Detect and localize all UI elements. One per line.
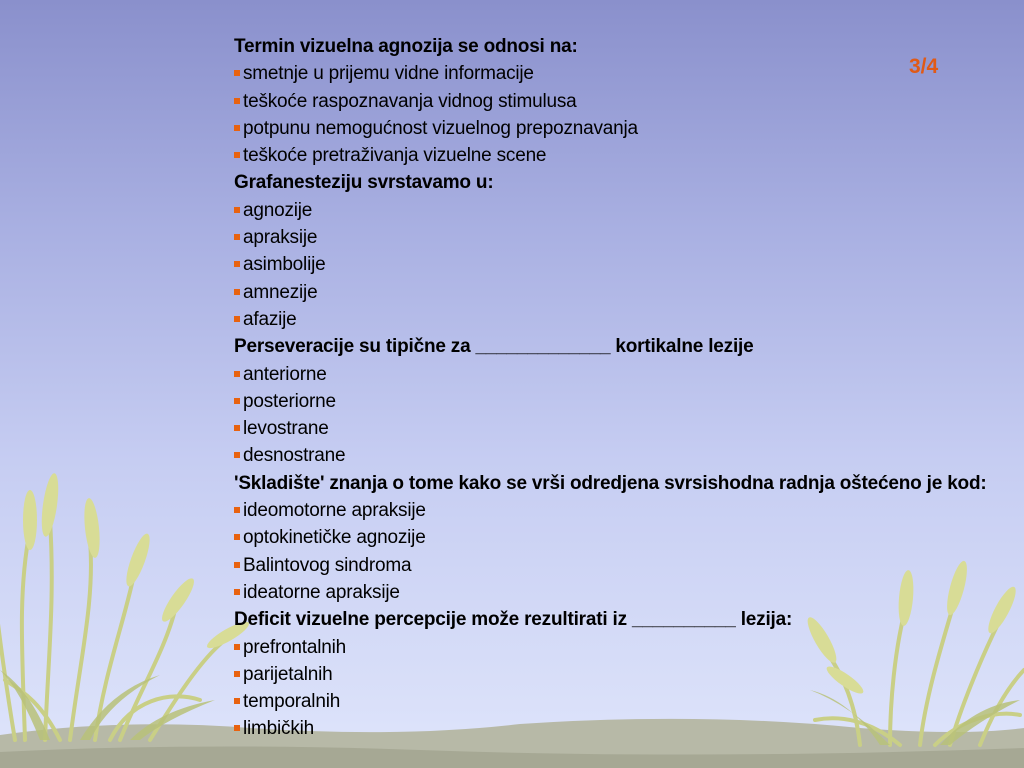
answer-option[interactable] [234, 142, 1014, 169]
answer-option[interactable] [234, 442, 1014, 469]
bullet-icon [234, 289, 240, 295]
answer-option[interactable] [234, 115, 1014, 142]
bullet-icon [234, 644, 240, 650]
question-2: Grafanesteziju svrstavamo u: [234, 172, 494, 194]
bullet-icon [234, 234, 240, 240]
bullet-icon [234, 261, 240, 267]
answer-option-label: parijetalnih [243, 663, 333, 685]
bullet-icon [234, 534, 240, 540]
answer-option-label: desnostrane [243, 445, 346, 467]
answer-option-label: ideatorne apraksije [243, 581, 400, 603]
bullet-icon [234, 70, 240, 76]
bullet-icon [234, 398, 240, 404]
question-4: 'Skladište' znanja o tome kako se vrši odredjena svrsishodna radnja oštećeno je kod: [234, 472, 987, 494]
answer-option-label: apraksije [243, 227, 318, 249]
bullet-icon [234, 725, 240, 731]
answer-option-label: anteriorne [243, 363, 327, 385]
answer-option[interactable] [234, 661, 1014, 688]
bullet-icon [234, 98, 240, 104]
answer-option-label: posteriorne [243, 390, 336, 412]
quiz-content [234, 33, 1014, 743]
bullet-icon [234, 671, 240, 677]
answer-option[interactable] [234, 552, 1014, 579]
answer-option-label: smetnje u prijemu vidne informacije [243, 63, 534, 85]
bullet-icon [234, 425, 240, 431]
answer-option-label: levostrane [243, 418, 329, 440]
bullet-icon [234, 507, 240, 513]
answer-option-label: afazije [243, 308, 297, 330]
answer-option[interactable] [234, 579, 1014, 606]
answer-option-label: amnezije [243, 281, 318, 303]
bullet-icon [234, 207, 240, 213]
answer-option[interactable] [234, 715, 1014, 742]
answer-option-label: limbičkih [243, 718, 315, 740]
answer-option[interactable] [234, 361, 1014, 388]
answer-option[interactable] [234, 415, 1014, 442]
answer-option[interactable] [234, 279, 1014, 306]
answer-option[interactable] [234, 251, 1014, 278]
answer-option[interactable] [234, 224, 1014, 251]
answer-option-label: prefrontalnih [243, 636, 347, 658]
answer-option[interactable] [234, 60, 1014, 87]
bullet-icon [234, 452, 240, 458]
question-1: Termin vizuelna agnozija se odnosi na: [234, 36, 578, 57]
bullet-icon [234, 125, 240, 131]
answer-option-label: asimbolije [243, 254, 326, 276]
bullet-icon [234, 371, 240, 377]
page-number: 3/4 [909, 55, 939, 78]
bullet-icon [234, 698, 240, 704]
answer-option[interactable] [234, 524, 1014, 551]
answer-option-label: temporalnih [243, 691, 341, 713]
answer-option-label: potpunu nemogućnost vizuelnog prepoznavanja [243, 117, 638, 139]
question-3: Perseveracije su tipične za _____________ kortikalne lezije [234, 336, 754, 358]
answer-option[interactable] [234, 388, 1014, 415]
wheat-left-heads [23, 472, 252, 652]
bullet-icon [234, 316, 240, 322]
answer-option-label: teškoće pretraživanja vizuelne scene [243, 145, 547, 167]
answer-option-label: teškoće raspoznavanja vidnog stimulusa [243, 90, 577, 112]
answer-option[interactable] [234, 688, 1014, 715]
bullet-icon [234, 589, 240, 595]
question-5: Deficit vizuelne percepcije može rezultirati iz __________ lezija: [234, 609, 793, 631]
answer-option-label: Balintovog sindroma [243, 554, 412, 576]
answer-option[interactable] [234, 306, 1014, 333]
answer-option[interactable] [234, 634, 1014, 661]
answer-option-label: agnozije [243, 199, 313, 221]
answer-option[interactable] [234, 88, 1014, 115]
bullet-icon [234, 152, 240, 158]
bullet-icon [234, 562, 240, 568]
answer-option[interactable] [234, 497, 1014, 524]
answer-option[interactable] [234, 197, 1014, 224]
answer-option-label: ideomotorne apraksije [243, 500, 426, 522]
answer-option-label: optokinetičke agnozije [243, 527, 426, 549]
